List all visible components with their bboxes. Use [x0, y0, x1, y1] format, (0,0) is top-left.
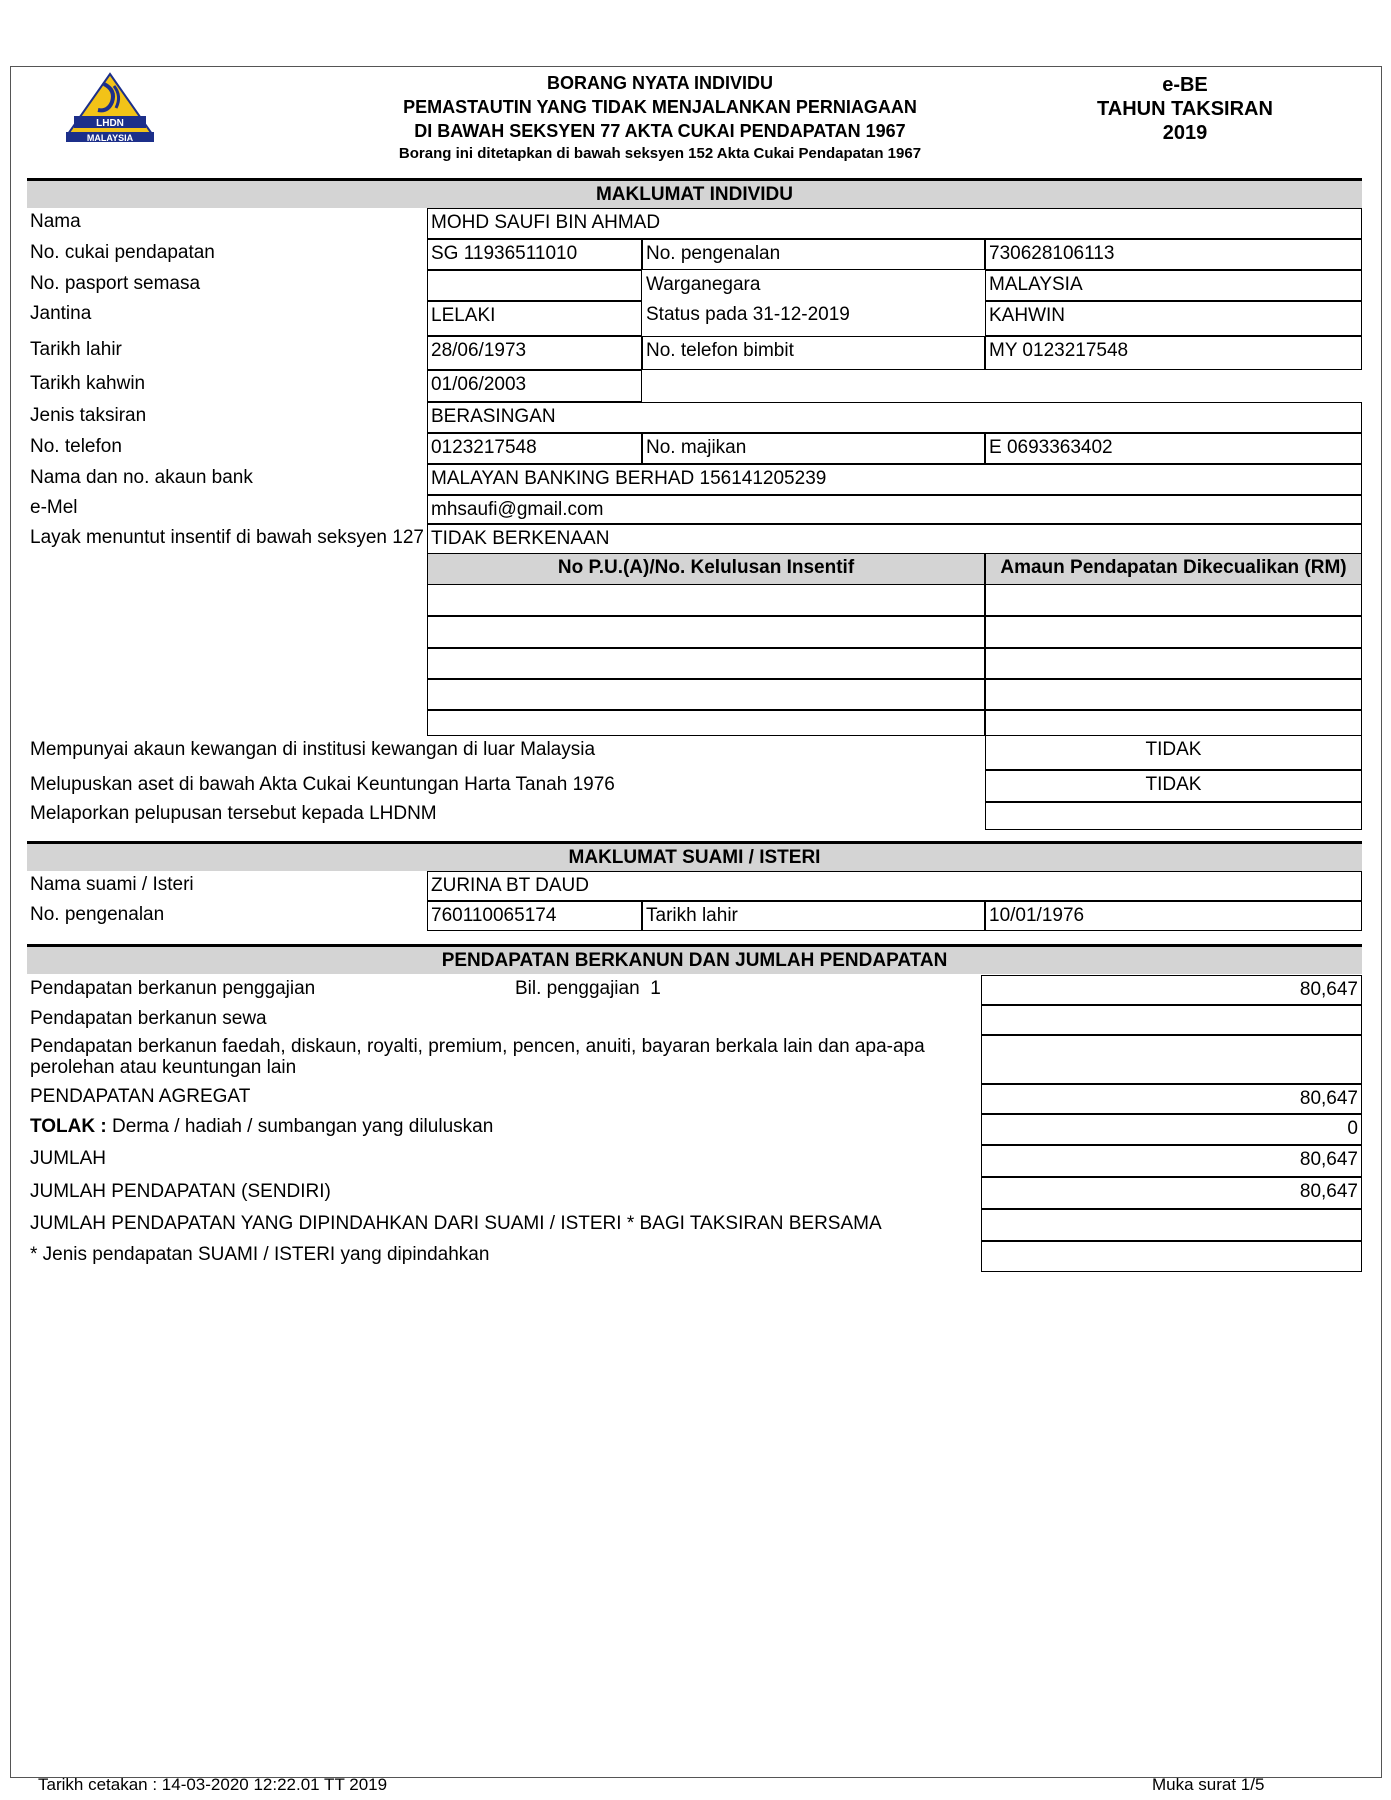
cukai-label: No. cukai pendapatan: [30, 242, 215, 263]
insentif-row-amaun[interactable]: [985, 616, 1362, 648]
insentif-row-pu[interactable]: [427, 584, 985, 616]
pasport-field[interactable]: [427, 270, 642, 301]
bimbit-label: No. telefon bimbit: [642, 336, 985, 370]
section-pendapatan: PENDAPATAN BERKANUN DAN JUMLAH PENDAPATAN: [27, 944, 1362, 974]
tahun-taksiran-label: TAHUN TAKSIRAN: [1097, 98, 1273, 120]
taksiran-label: Jenis taksiran: [30, 405, 147, 426]
suami-lahir-label: Tarikh lahir: [642, 901, 985, 931]
status-field[interactable]: KAHWIN: [985, 301, 1362, 336]
lapor-label: Melaporkan pelupusan tersebut kepada LHDNM: [30, 803, 437, 824]
jantina-field[interactable]: LELAKI: [427, 301, 642, 336]
telefon-label: No. telefon: [30, 436, 122, 457]
kahwin-label: Tarikh kahwin: [30, 373, 146, 394]
faedah-label-2: perolehan atau keuntungan lain: [30, 1057, 297, 1078]
form-code: e-BE: [1162, 74, 1208, 96]
svg-text:LHDN: LHDN: [96, 118, 124, 129]
pengenalan-field[interactable]: 730628106113: [985, 239, 1362, 270]
taksiran-field[interactable]: BERASINGAN: [427, 402, 1362, 433]
majikan-label: No. majikan: [642, 433, 985, 464]
nama-label: Nama: [30, 211, 81, 232]
suami-nama-field[interactable]: ZURINA BT DAUD: [427, 871, 1362, 901]
bimbit-field[interactable]: MY 0123217548: [985, 336, 1362, 370]
kahwin-field[interactable]: 01/06/2003: [427, 370, 642, 402]
insentif-row-amaun[interactable]: [985, 679, 1362, 710]
sewa-label: Pendapatan berkanun sewa: [30, 1008, 267, 1029]
bank-field[interactable]: MALAYAN BANKING BERHAD 156141205239: [427, 464, 1362, 495]
telefon-field[interactable]: 0123217548: [427, 433, 642, 464]
akaun-luar-field[interactable]: TIDAK: [985, 735, 1362, 770]
warganegara-field[interactable]: MALAYSIA: [985, 270, 1362, 301]
lahir-field[interactable]: 28/06/1973: [427, 336, 642, 370]
section-maklumat-suami-isteri: MAKLUMAT SUAMI / ISTERI: [27, 841, 1362, 871]
emel-field[interactable]: mhsaufi@gmail.com: [427, 495, 1362, 524]
insentif-row-amaun[interactable]: [985, 648, 1362, 679]
bank-label: Nama dan no. akaun bank: [30, 467, 253, 488]
form-note: Borang ini ditetapkan di bawah seksyen 152 Akta Cukai Pendapatan 1967: [398, 145, 922, 162]
pengenalan-label: No. pengenalan: [642, 239, 985, 270]
form-title: BORANG NYATA INDIVIDU: [546, 73, 773, 93]
print-date: Tarikh cetakan : 14-03-2020 12:22.01 TT 2019: [38, 1775, 388, 1794]
form-act: DI BAWAH SEKSYEN 77 AKTA CUKAI PENDAPATAN 1967: [414, 121, 906, 141]
sewa-field[interactable]: [981, 1005, 1362, 1035]
lapor-field[interactable]: [985, 802, 1362, 830]
penggajian-label: Pendapatan berkanun penggajian: [30, 978, 316, 999]
tolak-label: [30, 1114, 493, 1140]
majikan-field[interactable]: E 0693363402: [985, 433, 1362, 464]
page-number: Muka surat 1/5: [1152, 1775, 1265, 1794]
lahir-label: Tarikh lahir: [30, 339, 122, 360]
jumlah-label: JUMLAH: [30, 1148, 107, 1169]
tolak-field[interactable]: 0: [981, 1114, 1362, 1145]
insentif-row-amaun[interactable]: [985, 584, 1362, 616]
faedah-field[interactable]: [981, 1035, 1362, 1084]
warganegara-label: Warganegara: [646, 274, 761, 295]
tahun-taksiran-value: 2019: [1162, 122, 1208, 144]
agregat-field[interactable]: 80,647: [981, 1084, 1362, 1114]
suami-pengenalan-field[interactable]: 760110065174: [427, 901, 642, 931]
suami-lahir-field[interactable]: 10/01/1976: [985, 901, 1362, 931]
svg-text:MALAYSIA: MALAYSIA: [86, 133, 134, 143]
insentif-row-pu[interactable]: [427, 710, 985, 736]
sendiri-field[interactable]: 80,647: [981, 1177, 1362, 1209]
dipindah-label: JUMLAH PENDAPATAN YANG DIPINDAHKAN DARI SUAMI / ISTERI * BAGI TAKSIRAN BERSAMA: [30, 1213, 882, 1234]
insentif-field[interactable]: TIDAK BERKENAAN: [427, 524, 1362, 554]
aset-field[interactable]: TIDAK: [985, 770, 1362, 802]
suami-pengenalan-label: No. pengenalan: [30, 904, 165, 925]
form-subtitle: PEMASTAUTIN YANG TIDAK MENJALANKAN PERNIAGAAN: [403, 97, 917, 117]
cukai-field[interactable]: SG 11936511010: [427, 239, 642, 270]
insentif-label: Layak menuntut insentif di bawah seksyen 127: [30, 527, 424, 548]
dipindah-field[interactable]: [981, 1209, 1362, 1241]
section-maklumat-individu: MAKLUMAT INDIVIDU: [27, 178, 1362, 208]
bil-penggajian: [515, 976, 661, 1002]
penggajian-field[interactable]: 80,647: [981, 975, 1362, 1005]
jenis-field[interactable]: [981, 1241, 1362, 1272]
lhdn-logo: [64, 72, 156, 144]
col-header-amaun: Amaun Pendapatan Dikecualikan (RM): [985, 553, 1362, 585]
pasport-label: No. pasport semasa: [30, 273, 201, 294]
insentif-row-amaun[interactable]: [985, 710, 1362, 736]
jumlah-field[interactable]: 80,647: [981, 1145, 1362, 1177]
emel-label: e-Mel: [30, 497, 78, 518]
aset-label: Melupuskan aset di bawah Akta Cukai Keuntungan Harta Tanah 1976: [30, 774, 615, 795]
sendiri-label: JUMLAH PENDAPATAN (SENDIRI): [30, 1181, 331, 1202]
bil-penggajian-label: Bil. penggajian: [515, 978, 640, 999]
insentif-row-pu[interactable]: [427, 616, 985, 648]
jantina-label: Jantina: [30, 303, 92, 324]
tolak-bold: TOLAK :: [30, 1116, 107, 1137]
nama-field[interactable]: MOHD SAUFI BIN AHMAD: [427, 208, 1362, 239]
insentif-row-pu[interactable]: [427, 648, 985, 679]
status-label: Status pada 31-12-2019: [646, 304, 850, 325]
insentif-row-pu[interactable]: [427, 679, 985, 710]
suami-nama-label: Nama suami / Isteri: [30, 874, 194, 895]
col-header-pu: No P.U.(A)/No. Kelulusan Insentif: [427, 553, 985, 585]
faedah-label-1: Pendapatan berkanun faedah, diskaun, royalti, premium, pencen, anuiti, bayaran berkala lain dan apa-apa: [30, 1036, 925, 1057]
jenis-label: * Jenis pendapatan SUAMI / ISTERI yang dipindahkan: [30, 1244, 490, 1265]
tolak-text: Derma / hadiah / sumbangan yang diluluskan: [106, 1116, 494, 1137]
agregat-label: PENDAPATAN AGREGAT: [30, 1086, 251, 1107]
akaun-luar-label: Mempunyai akaun kewangan di institusi kewangan di luar Malaysia: [30, 739, 596, 760]
bil-penggajian-value: 1: [650, 978, 661, 999]
